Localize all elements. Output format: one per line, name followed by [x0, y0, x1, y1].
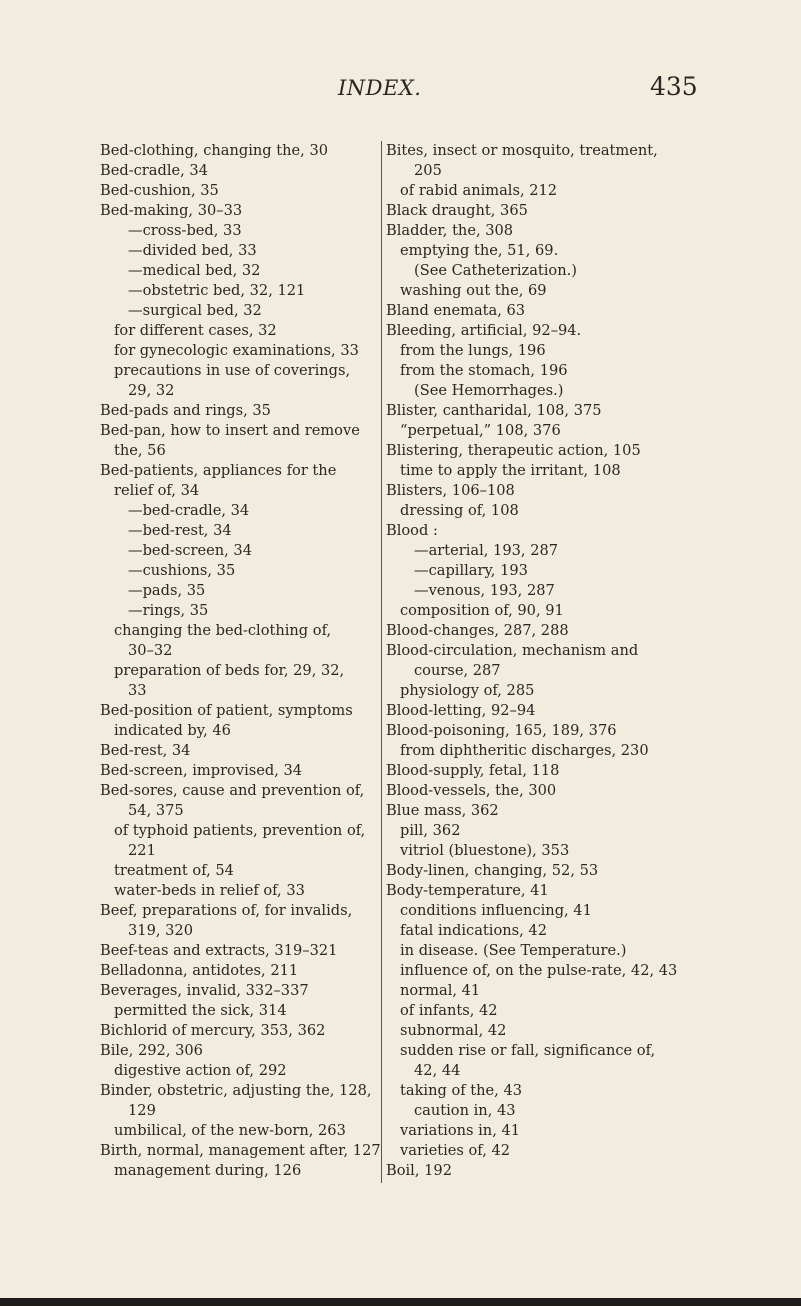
- index-entry: changing the bed-clothing of,: [114, 622, 332, 639]
- index-entry: Bed-cradle, 34: [100, 162, 208, 179]
- index-entry: 129: [128, 1102, 156, 1119]
- index-entry: Bed-pan, how to insert and remove: [100, 422, 360, 439]
- index-entry: Bed-screen, improvised, 34: [100, 762, 303, 779]
- index-entry: Binder, obstetric, adjusting the, 128,: [100, 1082, 372, 1099]
- index-entry: Bladder, the, 308: [386, 222, 514, 239]
- index-entry: preparation of beds for, 29, 32,: [114, 662, 345, 679]
- index-entry: digestive action of, 292: [114, 1062, 287, 1079]
- index-entry: —arterial, 193, 287: [414, 542, 559, 559]
- index-entry: Bed-clothing, changing the, 30: [100, 142, 329, 159]
- index-entry: sudden rise or fall, significance of,: [400, 1042, 656, 1059]
- index-entry: of rabid animals, 212: [400, 182, 558, 199]
- index-entry: —capillary, 193: [414, 562, 528, 579]
- index-entry: —obstetric bed, 32, 121: [128, 282, 306, 299]
- index-entry: physiology of, 285: [400, 682, 535, 699]
- index-entry: Blistering, therapeutic action, 105: [386, 442, 641, 459]
- index-entry: Bile, 292, 306: [100, 1042, 203, 1059]
- index-entry: Bed-position of patient, symptoms: [100, 702, 353, 719]
- index-entry: permitted the sick, 314: [114, 1002, 287, 1019]
- index-entry: variations in, 41: [400, 1122, 521, 1139]
- index-entry: composition of, 90, 91: [400, 602, 564, 619]
- index-entry: dressing of, 108: [400, 502, 519, 519]
- index-entry: emptying the, 51, 69.: [400, 242, 559, 259]
- running-title: INDEX.: [338, 76, 422, 100]
- index-entry: from the lungs, 196: [400, 342, 546, 359]
- index-entry: 221: [128, 842, 156, 859]
- index-entry: Bed-patients, appliances for the: [100, 462, 337, 479]
- page-number: 435: [650, 72, 698, 101]
- index-entry: caution in, 43: [414, 1102, 516, 1119]
- index-column-left: [100, 141, 381, 1181]
- index-entry: from diphtheritic discharges, 230: [400, 742, 649, 759]
- index-entry: Blood-supply, fetal, 118: [386, 762, 560, 779]
- index-entry: Blood :: [386, 522, 438, 539]
- index-entry: Bed-rest, 34: [100, 742, 191, 759]
- index-entry: Bed-pads and rings, 35: [100, 402, 271, 419]
- index-entry: —bed-rest, 34: [128, 522, 232, 539]
- index-entry: fatal indications, 42: [400, 922, 547, 939]
- index-entry: for different cases, 32: [114, 322, 277, 339]
- index-entry: Blood-poisoning, 165, 189, 376: [386, 722, 617, 739]
- index-entry: Bed-cushion, 35: [100, 182, 219, 199]
- index-entry: Belladonna, antidotes, 211: [100, 962, 299, 979]
- index-entry: indicated by, 46: [114, 722, 231, 739]
- index-entry: Bites, insect or mosquito, treatment,: [386, 142, 658, 159]
- index-entry: Blood-circulation, mechanism and: [386, 642, 639, 659]
- index-entry: Bed-making, 30–33: [100, 202, 243, 219]
- index-entry: taking of the, 43: [400, 1082, 523, 1099]
- index-entry: —venous, 193, 287: [414, 582, 555, 599]
- index-entry: 29, 32: [128, 382, 175, 399]
- index-entry: —pads, 35: [128, 582, 206, 599]
- index-entry: management during, 126: [114, 1162, 302, 1179]
- index-entry: of typhoid patients, prevention of,: [114, 822, 366, 839]
- index-entry: conditions influencing, 41: [400, 902, 592, 919]
- index-entry: Blood-changes, 287, 288: [386, 622, 569, 639]
- index-entry: —divided bed, 33: [128, 242, 257, 259]
- index-entry: subnormal, 42: [400, 1022, 507, 1039]
- index-entry: relief of, 34: [114, 482, 200, 499]
- index-entry: —bed-cradle, 34: [128, 502, 250, 519]
- index-entry: precautions in use of coverings,: [114, 362, 351, 379]
- index-entry: (See Hemorrhages.): [414, 382, 564, 399]
- index-entry: water-beds in relief of, 33: [114, 882, 305, 899]
- index-entry: influence of, on the pulse-rate, 42, 43: [400, 962, 678, 979]
- index-entry: —cross-bed, 33: [128, 222, 242, 239]
- index-entry: Beverages, invalid, 332–337: [100, 982, 309, 999]
- index-entry: varieties of, 42: [400, 1142, 511, 1159]
- index-entry: Bichlorid of mercury, 353, 362: [100, 1022, 326, 1039]
- index-entry: 30–32: [128, 642, 173, 659]
- index-entry: “perpetual,” 108, 376: [400, 422, 561, 439]
- index-entry: Blood-vessels, the, 300: [386, 782, 557, 799]
- index-entry: Boil, 192: [386, 1162, 452, 1179]
- page-edge: [0, 1298, 801, 1306]
- index-entry: Body-linen, changing, 52, 53: [386, 862, 599, 879]
- index-entry: —rings, 35: [128, 602, 209, 619]
- index-entry: Bland enemata, 63: [386, 302, 526, 319]
- index-entry: —cushions, 35: [128, 562, 236, 579]
- column-divider: [381, 141, 382, 1183]
- index-entry: —bed-screen, 34: [128, 542, 253, 559]
- index-entry: Body-temperature, 41: [386, 882, 549, 899]
- index-entry: Beef-teas and extracts, 319–321: [100, 942, 338, 959]
- index-entry: 205: [414, 162, 442, 179]
- index-entry: washing out the, 69: [400, 282, 547, 299]
- index-entry: Blood-letting, 92–94: [386, 702, 536, 719]
- index-entry: 33: [128, 682, 147, 699]
- page-header: [0, 72, 801, 116]
- index-entry: —surgical bed, 32: [128, 302, 262, 319]
- index-entry: Beef, preparations of, for invalids,: [100, 902, 353, 919]
- index-entry: —medical bed, 32: [128, 262, 261, 279]
- index-entry: (See Catheterization.): [414, 262, 577, 279]
- index-entry: in disease. (See Temperature.): [400, 942, 627, 959]
- index-entry: Black draught, 365: [386, 202, 528, 219]
- index-entry: 319, 320: [128, 922, 193, 939]
- index-entry: Bed-sores, cause and prevention of,: [100, 782, 365, 799]
- index-entry: for gynecologic examinations, 33: [114, 342, 359, 359]
- index-column-right: [386, 141, 702, 1181]
- index-entry: Blisters, 106–108: [386, 482, 515, 499]
- index-entry: the, 56: [114, 442, 166, 459]
- index-entry: Birth, normal, management after, 127: [100, 1142, 381, 1159]
- index-entry: treatment of, 54: [114, 862, 234, 879]
- index-entry: of infants, 42: [400, 1002, 498, 1019]
- index-entry: vitriol (bluestone), 353: [400, 842, 570, 859]
- index-entry: Blister, cantharidal, 108, 375: [386, 402, 602, 419]
- index-entry: 54, 375: [128, 802, 184, 819]
- index-entry: course, 287: [414, 662, 501, 679]
- index-entry: Blue mass, 362: [386, 802, 499, 819]
- index-entry: Bleeding, artificial, 92–94.: [386, 322, 582, 339]
- index-entry: pill, 362: [400, 822, 461, 839]
- index-entry: time to apply the irritant, 108: [400, 462, 621, 479]
- index-entry: from the stomach, 196: [400, 362, 568, 379]
- index-entry: 42, 44: [414, 1062, 461, 1079]
- index-entry: umbilical, of the new-born, 263: [114, 1122, 346, 1139]
- index-entry: normal, 41: [400, 982, 481, 999]
